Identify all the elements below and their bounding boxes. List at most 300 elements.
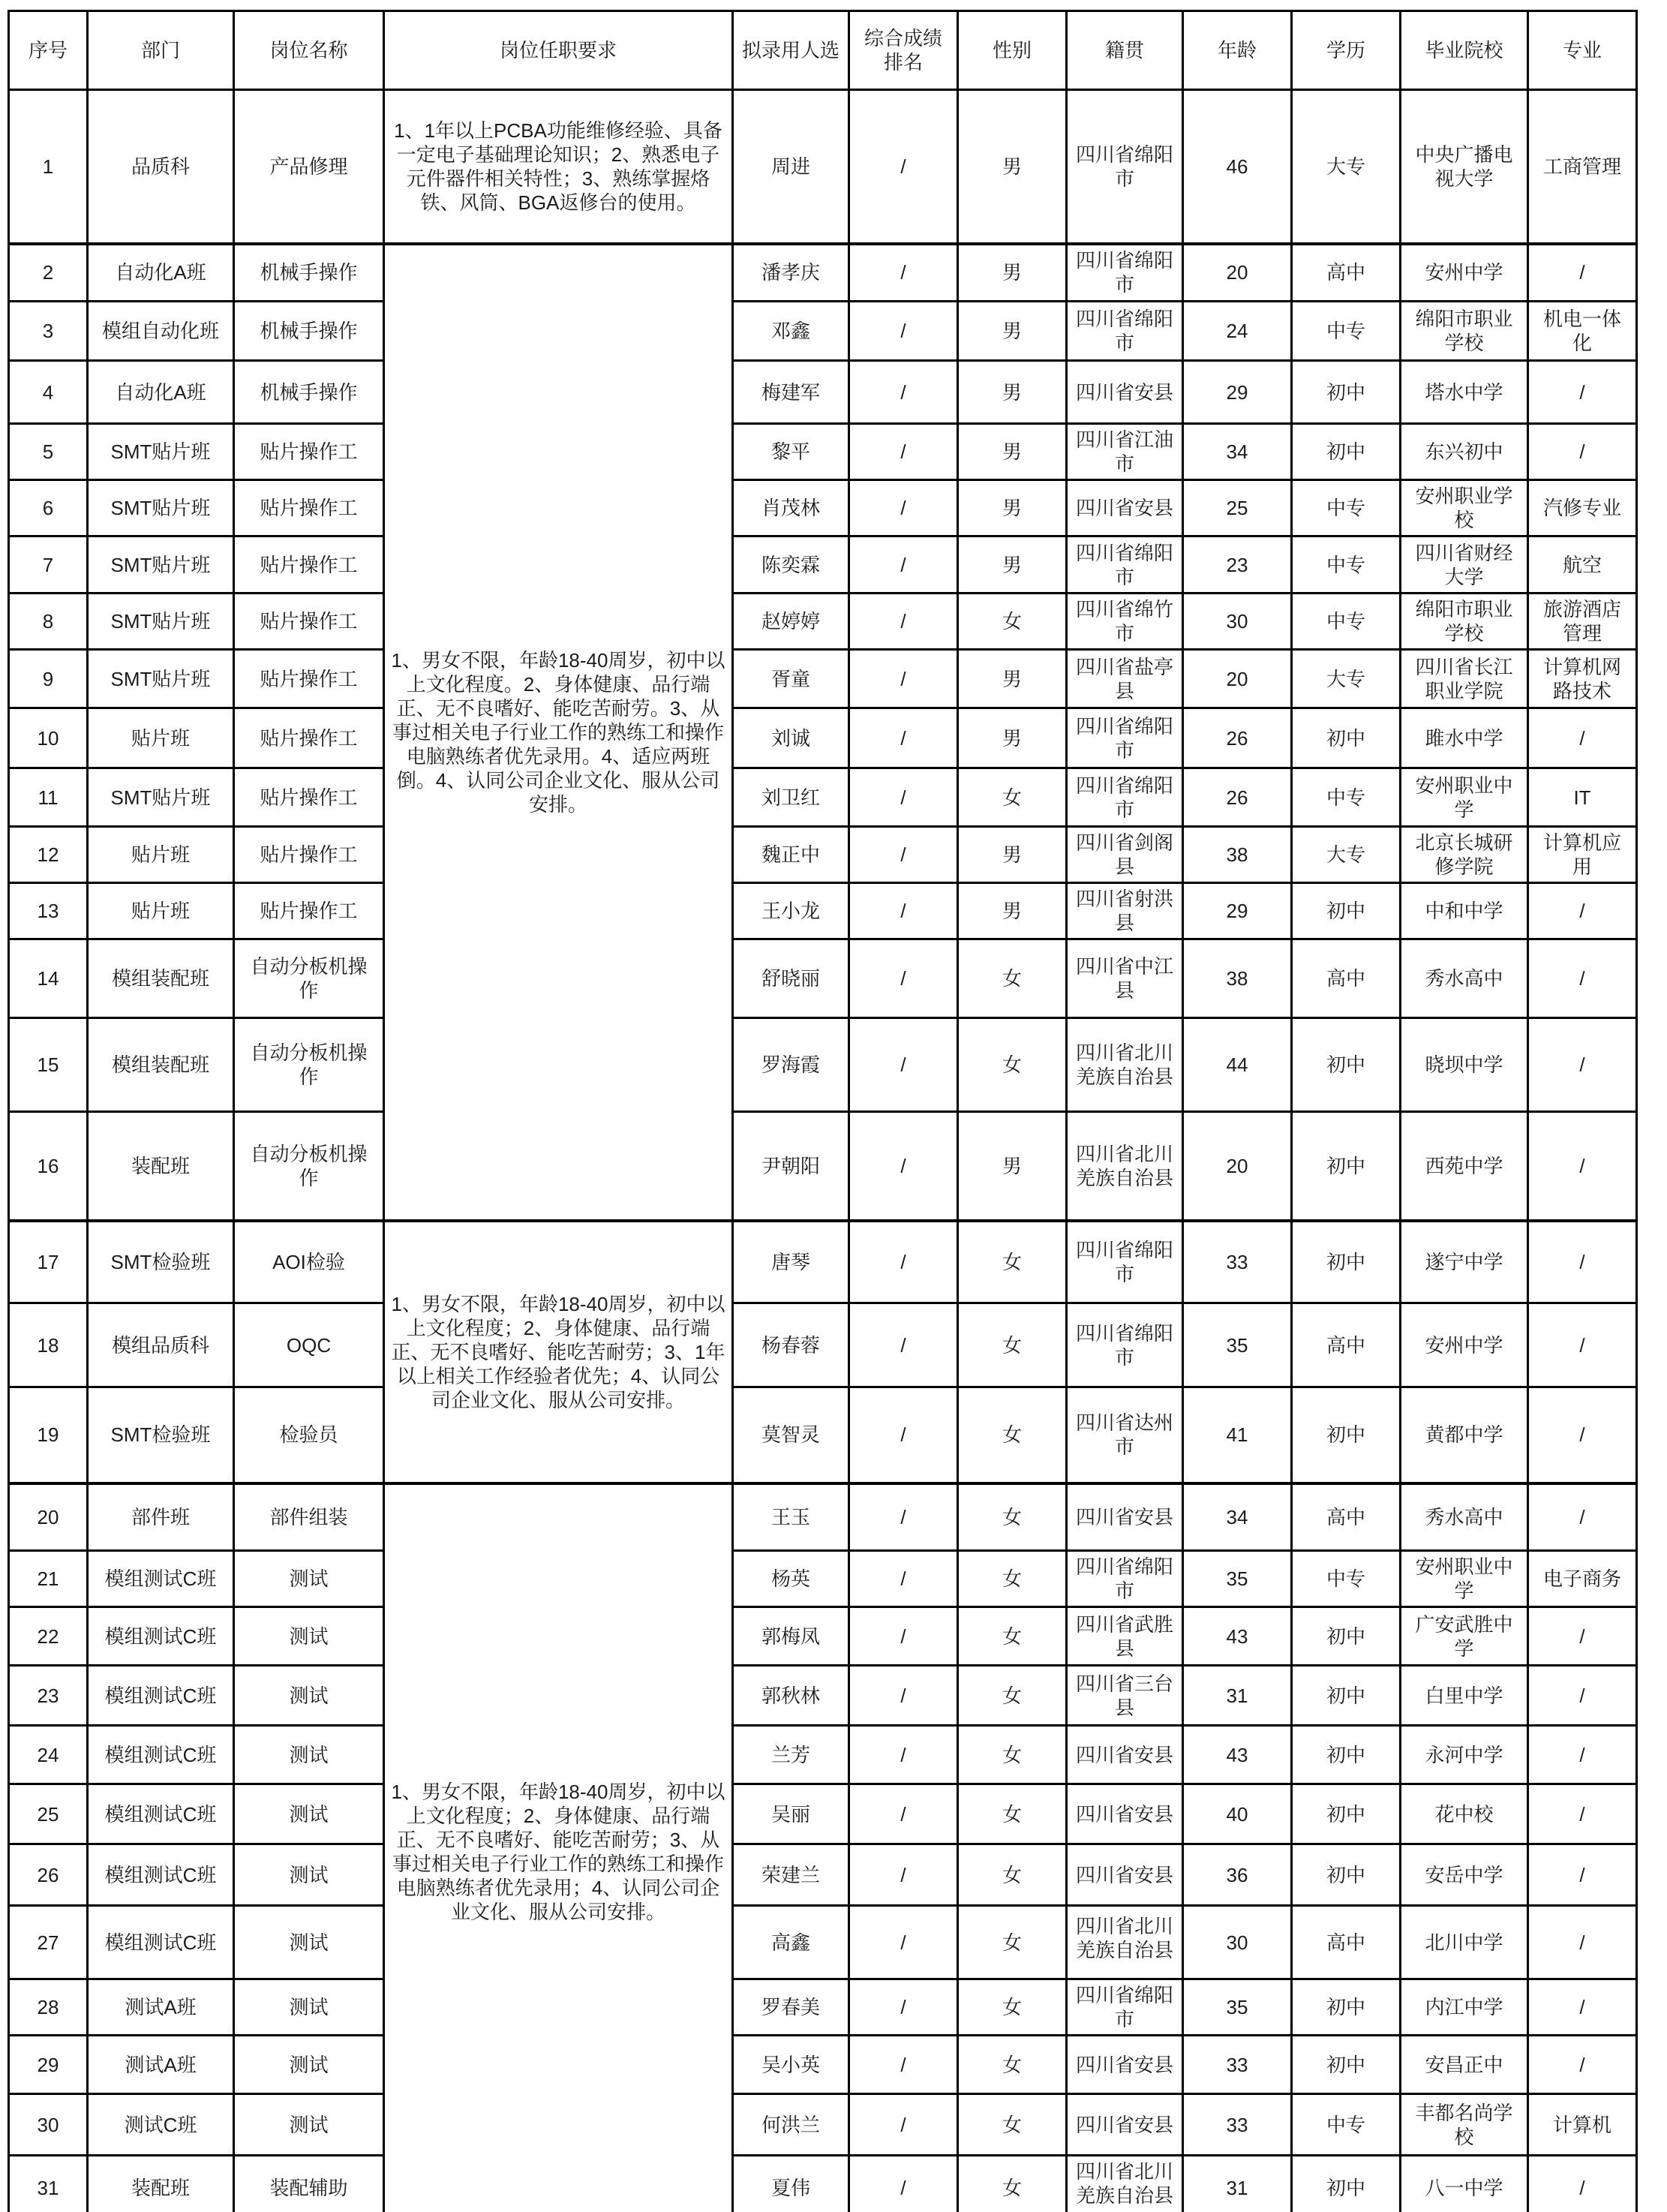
cell-gender: 女 <box>958 2036 1067 2094</box>
cell-major: 计算机应用 <box>1528 827 1637 883</box>
cell-index: 12 <box>9 827 88 883</box>
cell-rank: / <box>849 1387 958 1483</box>
cell-rank: / <box>849 1221 958 1303</box>
cell-rank: / <box>849 768 958 827</box>
cell-position: 部件组装 <box>234 1483 384 1551</box>
cell-school: 永河中学 <box>1401 1726 1528 1784</box>
cell-rank: / <box>849 1844 958 1906</box>
cell-major: / <box>1528 1221 1637 1303</box>
cell-hometown: 四川省绵竹市 <box>1067 594 1183 650</box>
cell-age: 33 <box>1183 2094 1292 2156</box>
cell-age: 20 <box>1183 244 1292 302</box>
cell-education: 高中 <box>1292 1303 1401 1387</box>
cell-candidate: 潘孝庆 <box>733 244 849 302</box>
cell-school: 丰都名尚学校 <box>1401 2094 1528 2156</box>
cell-school: 安州中学 <box>1401 244 1528 302</box>
cell-candidate: 夏伟 <box>733 2156 849 2212</box>
cell-position: 测试 <box>234 1666 384 1726</box>
cell-age: 38 <box>1183 939 1292 1018</box>
cell-rank: / <box>849 708 958 768</box>
cell-candidate: 郭秋林 <box>733 1666 849 1726</box>
cell-school: 四川省长江职业学院 <box>1401 650 1528 708</box>
cell-position: 自动分板机操作 <box>234 1018 384 1112</box>
table-row <box>9 1607 1637 1666</box>
cell-school: 安州职业中学 <box>1401 1551 1528 1607</box>
cell-index: 7 <box>9 536 88 594</box>
cell-education: 初中 <box>1292 1607 1401 1666</box>
cell-candidate: 莫智灵 <box>733 1387 849 1483</box>
cell-major: 计算机网路技术 <box>1528 650 1637 708</box>
cell-candidate: 唐琴 <box>733 1221 849 1303</box>
cell-position: 贴片操作工 <box>234 650 384 708</box>
cell-index: 22 <box>9 1607 88 1666</box>
cell-age: 29 <box>1183 361 1292 424</box>
cell-gender: 男 <box>958 650 1067 708</box>
cell-gender: 男 <box>958 424 1067 480</box>
cell-index: 15 <box>9 1018 88 1112</box>
cell-rank: / <box>849 424 958 480</box>
cell-age: 29 <box>1183 883 1292 939</box>
cell-hometown: 四川省绵阳市 <box>1067 90 1183 244</box>
cell-gender: 男 <box>958 883 1067 939</box>
cell-gender: 女 <box>958 1551 1067 1607</box>
cell-department: 测试A班 <box>88 1979 234 2036</box>
cell-department: 模组测试C班 <box>88 1607 234 1666</box>
cell-hometown: 四川省剑阁县 <box>1067 827 1183 883</box>
column-header-school: 毕业院校 <box>1401 11 1528 90</box>
cell-major: / <box>1528 2156 1637 2212</box>
cell-major: 旅游酒店管理 <box>1528 594 1637 650</box>
cell-position: 测试 <box>234 1844 384 1906</box>
table-row <box>9 2036 1637 2094</box>
cell-candidate: 尹朝阳 <box>733 1112 849 1221</box>
cell-index: 28 <box>9 1979 88 2036</box>
cell-education: 中专 <box>1292 536 1401 594</box>
cell-school: 安昌正中 <box>1401 2036 1528 2094</box>
cell-candidate: 杨英 <box>733 1551 849 1607</box>
cell-hometown: 四川省绵阳市 <box>1067 708 1183 768</box>
cell-education: 初中 <box>1292 883 1401 939</box>
cell-age: 31 <box>1183 1666 1292 1726</box>
cell-position: 测试 <box>234 1551 384 1607</box>
cell-gender: 男 <box>958 1112 1067 1221</box>
cell-index: 1 <box>9 90 88 244</box>
cell-hometown: 四川省江油市 <box>1067 424 1183 480</box>
cell-index: 30 <box>9 2094 88 2156</box>
cell-school: 绵阳市职业学校 <box>1401 302 1528 361</box>
cell-age: 25 <box>1183 480 1292 536</box>
cell-rank: / <box>849 1784 958 1844</box>
cell-major: / <box>1528 1726 1637 1784</box>
cell-candidate: 魏正中 <box>733 827 849 883</box>
cell-position: 测试 <box>234 1784 384 1844</box>
cell-rank: / <box>849 302 958 361</box>
cell-hometown: 四川省绵阳市 <box>1067 244 1183 302</box>
column-header-position: 岗位名称 <box>234 11 384 90</box>
cell-candidate: 王玉 <box>733 1483 849 1551</box>
cell-school: 安州职业中学 <box>1401 768 1528 827</box>
table-row <box>9 361 1637 424</box>
cell-school: 西苑中学 <box>1401 1112 1528 1221</box>
cell-major: / <box>1528 939 1637 1018</box>
cell-position: 机械手操作 <box>234 244 384 302</box>
cell-rank: / <box>849 2156 958 2212</box>
cell-rank: / <box>849 2036 958 2094</box>
cell-education: 初中 <box>1292 1387 1401 1483</box>
cell-index: 3 <box>9 302 88 361</box>
cell-hometown: 四川省北川羌族自治县 <box>1067 1112 1183 1221</box>
cell-school: 遂宁中学 <box>1401 1221 1528 1303</box>
cell-rank: / <box>849 594 958 650</box>
column-header-rank: 综合成绩排名 <box>849 11 958 90</box>
cell-education: 初中 <box>1292 1844 1401 1906</box>
cell-candidate: 何洪兰 <box>733 2094 849 2156</box>
cell-hometown: 四川省安县 <box>1067 1784 1183 1844</box>
cell-hometown: 四川省射洪县 <box>1067 883 1183 939</box>
cell-department: 部件班 <box>88 1483 234 1551</box>
cell-age: 46 <box>1183 90 1292 244</box>
cell-hometown: 四川省安县 <box>1067 2094 1183 2156</box>
cell-education: 初中 <box>1292 1221 1401 1303</box>
column-header-age: 年龄 <box>1183 11 1292 90</box>
cell-gender: 女 <box>958 1666 1067 1726</box>
cell-rank: / <box>849 1607 958 1666</box>
cell-department: 模组测试C班 <box>88 1551 234 1607</box>
cell-education: 高中 <box>1292 244 1401 302</box>
cell-index: 27 <box>9 1906 88 1979</box>
cell-candidate: 罗海霞 <box>733 1018 849 1112</box>
cell-school: 中央广播电视大学 <box>1401 90 1528 244</box>
cell-school: 北京长城研修学院 <box>1401 827 1528 883</box>
cell-major: / <box>1528 1906 1637 1979</box>
cell-major: / <box>1528 1112 1637 1221</box>
cell-requirements: 1、1年以上PCBA功能维修经验、具备一定电子基础理论知识；2、熟悉电子元件器件相关特性；3、熟练掌握烙铁、风筒、BGA返修台的使用。 <box>384 90 733 244</box>
cell-hometown: 四川省安县 <box>1067 1844 1183 1906</box>
cell-education: 初中 <box>1292 2156 1401 2212</box>
cell-index: 9 <box>9 650 88 708</box>
column-header-education: 学历 <box>1292 11 1401 90</box>
table-row <box>9 708 1637 768</box>
cell-department: 自动化A班 <box>88 361 234 424</box>
cell-education: 初中 <box>1292 1666 1401 1726</box>
cell-position: 贴片操作工 <box>234 536 384 594</box>
cell-index: 23 <box>9 1666 88 1726</box>
column-header-requirements: 岗位任职要求 <box>384 11 733 90</box>
cell-department: 贴片班 <box>88 708 234 768</box>
cell-gender: 女 <box>958 1979 1067 2036</box>
cell-major: / <box>1528 244 1637 302</box>
cell-position: 贴片操作工 <box>234 827 384 883</box>
cell-candidate: 陈奕霖 <box>733 536 849 594</box>
table-header <box>9 11 1637 90</box>
cell-candidate: 刘卫红 <box>733 768 849 827</box>
cell-position: 测试 <box>234 1906 384 1979</box>
cell-department: SMT贴片班 <box>88 594 234 650</box>
cell-position: 自动分板机操作 <box>234 939 384 1018</box>
cell-index: 13 <box>9 883 88 939</box>
cell-hometown: 四川省绵阳市 <box>1067 768 1183 827</box>
cell-age: 30 <box>1183 1906 1292 1979</box>
cell-department: 品质科 <box>88 90 234 244</box>
cell-position: 机械手操作 <box>234 361 384 424</box>
cell-index: 17 <box>9 1221 88 1303</box>
cell-candidate: 吴小英 <box>733 2036 849 2094</box>
cell-rank: / <box>849 1483 958 1551</box>
cell-gender: 女 <box>958 1607 1067 1666</box>
cell-school: 安州职业学校 <box>1401 480 1528 536</box>
cell-department: 装配班 <box>88 1112 234 1221</box>
cell-rank: / <box>849 244 958 302</box>
cell-department: 装配班 <box>88 2156 234 2212</box>
cell-education: 初中 <box>1292 1112 1401 1221</box>
cell-position: 贴片操作工 <box>234 480 384 536</box>
cell-age: 35 <box>1183 1551 1292 1607</box>
cell-position: 贴片操作工 <box>234 594 384 650</box>
cell-position: 自动分板机操作 <box>234 1112 384 1221</box>
cell-education: 中专 <box>1292 594 1401 650</box>
table-row <box>9 1844 1637 1906</box>
cell-age: 31 <box>1183 2156 1292 2212</box>
cell-school: 安州中学 <box>1401 1303 1528 1387</box>
cell-gender: 男 <box>958 361 1067 424</box>
cell-position: 机械手操作 <box>234 302 384 361</box>
cell-age: 20 <box>1183 1112 1292 1221</box>
cell-age: 44 <box>1183 1018 1292 1112</box>
cell-school: 黄都中学 <box>1401 1387 1528 1483</box>
cell-major: / <box>1528 883 1637 939</box>
cell-index: 11 <box>9 768 88 827</box>
cell-age: 38 <box>1183 827 1292 883</box>
cell-gender: 女 <box>958 1483 1067 1551</box>
cell-age: 43 <box>1183 1726 1292 1784</box>
cell-major: / <box>1528 1387 1637 1483</box>
cell-gender: 男 <box>958 536 1067 594</box>
cell-candidate: 杨春蓉 <box>733 1303 849 1387</box>
cell-school: 花中校 <box>1401 1784 1528 1844</box>
cell-hometown: 四川省绵阳市 <box>1067 302 1183 361</box>
cell-position: 测试 <box>234 1979 384 2036</box>
table-row <box>9 1303 1637 1387</box>
cell-index: 8 <box>9 594 88 650</box>
cell-gender: 女 <box>958 1726 1067 1784</box>
cell-age: 24 <box>1183 302 1292 361</box>
cell-candidate: 梅建军 <box>733 361 849 424</box>
cell-rank: / <box>849 361 958 424</box>
cell-index: 2 <box>9 244 88 302</box>
cell-rank: / <box>849 650 958 708</box>
cell-education: 大专 <box>1292 827 1401 883</box>
column-header-candidate: 拟录用人选 <box>733 11 849 90</box>
table-row <box>9 1112 1637 1221</box>
cell-gender: 女 <box>958 768 1067 827</box>
cell-rank: / <box>849 536 958 594</box>
cell-department: SMT贴片班 <box>88 536 234 594</box>
cell-position: 检验员 <box>234 1387 384 1483</box>
cell-department: 贴片班 <box>88 883 234 939</box>
cell-hometown: 四川省北川羌族自治县 <box>1067 1018 1183 1112</box>
cell-hometown: 四川省安县 <box>1067 1483 1183 1551</box>
clipped-text: 四川省北川羌族自治县 <box>1075 2160 1173 2207</box>
cell-candidate: 荣建兰 <box>733 1844 849 1906</box>
cell-candidate: 吴丽 <box>733 1784 849 1844</box>
cell-school: 安岳中学 <box>1401 1844 1528 1906</box>
cell-candidate: 胥童 <box>733 650 849 708</box>
cell-index: 4 <box>9 361 88 424</box>
cell-age: 30 <box>1183 594 1292 650</box>
cell-major: IT <box>1528 768 1637 827</box>
cell-age: 26 <box>1183 768 1292 827</box>
cell-age: 34 <box>1183 424 1292 480</box>
cell-major: / <box>1528 1979 1637 2036</box>
cell-age: 40 <box>1183 1784 1292 1844</box>
cell-position: 测试 <box>234 1607 384 1666</box>
cell-age: 35 <box>1183 1979 1292 2036</box>
cell-gender: 女 <box>958 594 1067 650</box>
table-row <box>9 939 1637 1018</box>
cell-major: / <box>1528 1607 1637 1666</box>
table-row <box>9 2156 1637 2212</box>
cell-department: 模组测试C班 <box>88 1666 234 1726</box>
cell-rank: / <box>849 90 958 244</box>
cell-hometown: 四川省中江县 <box>1067 939 1183 1018</box>
cell-gender: 男 <box>958 827 1067 883</box>
cell-requirements: 1、男女不限，年龄18-40周岁，初中以上文化程度；2、身体健康、品行端正、无不良嗜好、能吃苦耐劳；3、从事过相关电子行业工作的熟练工和操作电脑熟练者优先录用；4、认同公司企业文化、服从公司安排。 <box>384 1483 733 2212</box>
table-row <box>9 1784 1637 1844</box>
cell-major: 机电一体化 <box>1528 302 1637 361</box>
cell-major: 电子商务 <box>1528 1551 1637 1607</box>
cell-major: / <box>1528 1844 1637 1906</box>
cell-department: 模组测试C班 <box>88 1726 234 1784</box>
column-header-gender: 性别 <box>958 11 1067 90</box>
clipped-text: 四川省北川羌族自治县 <box>1075 1914 1173 1961</box>
column-header-index: 序号 <box>9 11 88 90</box>
cell-major: / <box>1528 1666 1637 1726</box>
cell-requirements: 1、男女不限，年龄18-40周岁，初中以上文化程度；2、身体健康、品行端正、无不良嗜好、能吃苦耐劳；3、1年以上相关工作经验者优先；4、认同公司企业文化、服从公司安排。 <box>384 1221 733 1483</box>
cell-age: 23 <box>1183 536 1292 594</box>
cell-gender: 女 <box>958 1303 1067 1387</box>
cell-candidate: 邓鑫 <box>733 302 849 361</box>
cell-department: SMT检验班 <box>88 1221 234 1303</box>
cell-education: 初中 <box>1292 1726 1401 1784</box>
cell-school: 秀水高中 <box>1401 939 1528 1018</box>
cell-education: 中专 <box>1292 1551 1401 1607</box>
cell-age: 36 <box>1183 1844 1292 1906</box>
table-row <box>9 1906 1637 1979</box>
cell-gender: 女 <box>958 2094 1067 2156</box>
cell-major: / <box>1528 1303 1637 1387</box>
cell-age: 20 <box>1183 650 1292 708</box>
table-row <box>9 424 1637 480</box>
cell-hometown: 四川省安县 <box>1067 480 1183 536</box>
table-row <box>9 1551 1637 1607</box>
cell-index: 19 <box>9 1387 88 1483</box>
table-row <box>9 302 1637 361</box>
cell-position: 贴片操作工 <box>234 883 384 939</box>
cell-hometown <box>1067 2156 1183 2212</box>
cell-index: 6 <box>9 480 88 536</box>
cell-candidate: 舒晓丽 <box>733 939 849 1018</box>
cell-school: 北川中学 <box>1401 1906 1528 1979</box>
cell-major: / <box>1528 1784 1637 1844</box>
cell-department: 模组测试C班 <box>88 1906 234 1979</box>
cell-education: 初中 <box>1292 708 1401 768</box>
cell-major: / <box>1528 424 1637 480</box>
cell-department: 模组测试C班 <box>88 1844 234 1906</box>
cell-hometown: 四川省绵阳市 <box>1067 1303 1183 1387</box>
cell-education: 高中 <box>1292 1483 1401 1551</box>
cell-department: 测试A班 <box>88 2036 234 2094</box>
cell-position: OQC <box>234 1303 384 1387</box>
cell-major: / <box>1528 1483 1637 1551</box>
cell-gender: 女 <box>958 1784 1067 1844</box>
cell-gender: 女 <box>958 1906 1067 1979</box>
cell-hometown: 四川省安县 <box>1067 361 1183 424</box>
cell-index: 26 <box>9 1844 88 1906</box>
cell-position: 产品修理 <box>234 90 384 244</box>
cell-index: 25 <box>9 1784 88 1844</box>
cell-department: 模组品质科 <box>88 1303 234 1387</box>
cell-index: 16 <box>9 1112 88 1221</box>
cell-major: 计算机 <box>1528 2094 1637 2156</box>
cell-rank: / <box>849 1906 958 1979</box>
cell-school: 雎水中学 <box>1401 708 1528 768</box>
cell-major: 工商管理 <box>1528 90 1637 244</box>
cell-department: 测试C班 <box>88 2094 234 2156</box>
cell-index: 29 <box>9 2036 88 2094</box>
cell-candidate: 肖茂林 <box>733 480 849 536</box>
table-row <box>9 90 1637 244</box>
cell-index: 5 <box>9 424 88 480</box>
column-header-hometown: 籍贯 <box>1067 11 1183 90</box>
cell-hometown: 四川省绵阳市 <box>1067 1979 1183 2036</box>
cell-rank: / <box>849 1726 958 1784</box>
cell-position: AOI检验 <box>234 1221 384 1303</box>
table-row <box>9 244 1637 302</box>
cell-school: 广安武胜中学 <box>1401 1607 1528 1666</box>
cell-education: 中专 <box>1292 302 1401 361</box>
cell-department: SMT贴片班 <box>88 768 234 827</box>
cell-education: 初中 <box>1292 1979 1401 2036</box>
cell-age: 34 <box>1183 1483 1292 1551</box>
cell-candidate: 王小龙 <box>733 883 849 939</box>
cell-education: 大专 <box>1292 650 1401 708</box>
cell-candidate: 黎平 <box>733 424 849 480</box>
cell-school: 内江中学 <box>1401 1979 1528 2036</box>
cell-age: 35 <box>1183 1303 1292 1387</box>
table-row <box>9 536 1637 594</box>
cell-age: 33 <box>1183 1221 1292 1303</box>
cell-rank: / <box>849 1979 958 2036</box>
cell-age: 33 <box>1183 2036 1292 2094</box>
cell-index: 14 <box>9 939 88 1018</box>
cell-index: 18 <box>9 1303 88 1387</box>
cell-gender: 男 <box>958 90 1067 244</box>
cell-position: 贴片操作工 <box>234 424 384 480</box>
cell-gender: 男 <box>958 302 1067 361</box>
cell-school: 绵阳市职业学校 <box>1401 594 1528 650</box>
cell-position: 贴片操作工 <box>234 708 384 768</box>
cell-major: / <box>1528 708 1637 768</box>
cell-age: 41 <box>1183 1387 1292 1483</box>
table-row <box>9 1666 1637 1726</box>
cell-candidate: 罗春美 <box>733 1979 849 2036</box>
cell-position: 测试 <box>234 2094 384 2156</box>
cell-gender: 男 <box>958 244 1067 302</box>
cell-major: / <box>1528 1018 1637 1112</box>
cell-gender: 男 <box>958 480 1067 536</box>
cell-position: 装配辅助 <box>234 2156 384 2212</box>
cell-candidate: 高鑫 <box>733 1906 849 1979</box>
